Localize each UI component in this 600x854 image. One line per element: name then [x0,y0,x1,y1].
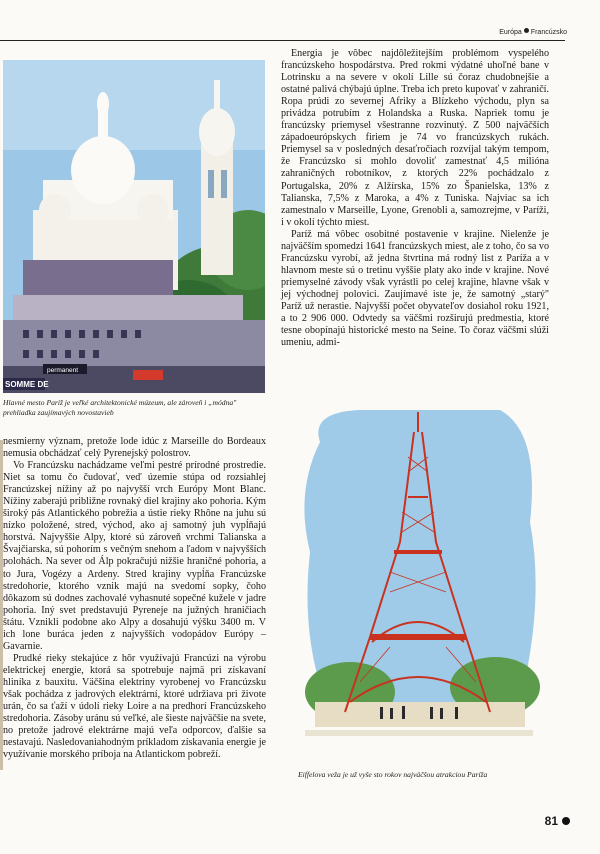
paris-sign-text: permanent [47,367,79,374]
paragraph-continuation: nesmierny význam, pretože lode idúc z Marseille do Bordeaux nemusia obchádzať celý Pyrenejský polostrov. [3,436,266,460]
paragraph-energy: Energia je vôbec najdôležitejším problémom vyspelého francúzskeho hospodárstva. Pred rokmi výdatné uhoľné bane v Lotrinsku a na severe v okolí Lille sú čoraz chudobnejšie a ostatné palivá chýbajú úplne. Treba ich preto kupovať v zahraničí. Ropa prúdi zo severnej Afriky a Blízkeho východu, plyn sa privádza potrubím z Holandska a Ruska. Napriek tomu je francúzsky priemysel všestranne rozvinutý. Z 500 najväčších západoeurópskych firiem je 74 vo francúzskych rukách. Priemysel sa v posledných desaťročiach rozvíjal takým tempom, že Francúzsko si mohlo dovoliť zamestnať 4,5 milióna zahraničných robotníkov, z ktorých 22% pochádzalo z Portugalska, 20% z Alžírska, 15% zo Španielska, 13% z Talianska, 7,5% z Maroka, a 4% z Tuniska. Najviac sa ich zamestnalo v Marseille, Lyone, Grenobli a, samozrejme, v Paríži, i v okolí týchto miest. [281,48,549,228]
bullet-icon [524,28,529,33]
paragraph-paris: Paríž má vôbec osobitné postavenie v krajine. Nielenže je najväčším spomedzi 1641 francúzskych miest, ale z toho, čo sa vo Francúzsku vyrobí, až jedna štvrtina má rodný list z Paríža a v hlavnom meste sú o tretinu vyššie platy ako inde v krajine. Nové priemyselné závody však vyrástli po celej krajine, hlavne však v jej východnej polovici. Zaujímavé iste je, že samotný „starý" Paríž už nerastie. Najvyšší počet obyvateľov dosiahol roku 1921, a to 2 906 000. Odvtedy sa väčšmi rozširujú predmestia, ktoré tesne obopínajú historické mesto na Seine. To čoraz väčšmi slúži umeniu, admi- [281,228,549,349]
eiffel-illustration [290,402,548,764]
right-column-top [281,48,549,349]
paris-illustration [3,60,265,393]
paragraph-electricity: Prudké rieky stekajúce z hôr využívajú Francúzi na výrobu elektrickej energie, ktorá sa spotrebuje najmä pri získavaní hliníka z bauxitu. Väčšina elektriny vyrobenej vo Francúzsku však pochádza z jadrových elektrární, ktoré udržiava pri živote urán, čo sa ťaží v údolí rieky Loire a na predhorí Francúzskeho stredohoria. Zásoby uránu sú veľké, ale šieste najväčšie na svete, no pretože jadrové elektrárne majú veľa odporcov, ďalšie sa nestavajú. Nasledovaniahodným príkladom získavania energie je využívanie morského príboja na Atlantickom pobreží. [3,652,266,761]
paris-banner-text: SOMME DE [5,380,49,389]
left-column-text [3,436,266,761]
running-head-country: Francúzsko [530,29,567,36]
eiffel-caption: Eiffelova veža je už vyše sto rokov najväčšou atrakciou Paríža [298,770,488,779]
header-rule [0,40,565,41]
bullet-icon [562,817,570,825]
paris-caption: Hlavné mesto Paríž je veľké architektonické múzeum, ale zároveň i „módna" prehliadka zaujímavých novostavieb [3,398,237,417]
paragraph-nature: Vo Francúzsku nachádzame veľmi pestré prírodné prostredie. Niet sa tomu čo čudovať, veď územie stúpa od rozsiahlej Francúzskej nížiny až po najvyšší vrch Európy Mont Blanc. Nížiny zaberajú približne rovnaký diel krajiny ako pohoria. Kým široký pás Atlantického pobrežia a ústie rieky Rhône na juhu sú nízko položené, stred, východ, ako aj samotný juh vypĺňajú horstvá. Najvyššie Alpy, ktoré sú zároveň vrchmi Talianska a Švajčiarska, sú pohorím s večným snehom a ľadom v najvyšších polohách. Na sever od Álp pokračujú nižšie hraničné pohoria, a to Jura, Vogézy a Ardeny. Stred krajiny vypĺňa Francúzske stredohorie, ktorého vznik majú na svedomí sopky, čoho dôkazom sú dodnes zachovalé vyhasnuté sopečné kužele v jadre pohoria. Iný svet predstavujú Pyreneje na južných hraničiach štátu. Vznikli podobne ako Alpy a dosahujú výšku 3400 m. V ich lone burácа jeden z najvyšších vodopádov Európy – Gavarnie. [3,460,266,652]
page-number-value: 81 [544,814,558,828]
page-number [545,814,570,828]
running-head-region: Európa [499,29,522,36]
running-head [499,28,567,36]
